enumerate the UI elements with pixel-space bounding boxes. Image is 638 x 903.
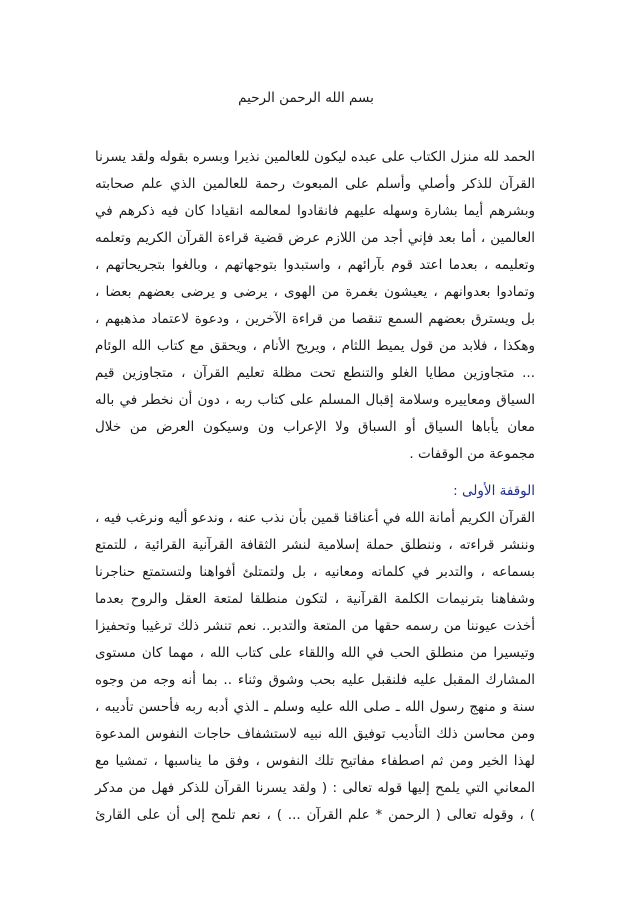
section-line: بسماعه ، والتدبر في كلماته ومعانيه ، بل ولتمتلئ أفواهنا ولتستمتع حناجرنا	[95, 564, 535, 580]
section-line: المشارك المقبل عليه فلنقبل عليه بحب وشوق وثناء .. بما أنه وجه من وجوه	[95, 672, 535, 688]
intro-line: وتعليمه ، بعدما اعتد قوم بآرائهم ، واستبدوا بتوجهاتهم ، وبالغوا بتجريحاتهم ،	[95, 257, 535, 273]
intro-line: وتمادوا بعدوانهم ، يعيشون بغمرة من الهوى ، يرضى و يرضى بعضهم بعضا ،	[95, 284, 535, 300]
section-line: المعاني التي يلمح إليها قوله تعالى : ( ولقد يسرنا القرآن للذكر فهل من مدكر	[95, 780, 535, 796]
section-line: وشفاهنا بترنيمات الكلمة القرآنية ، لتكون منطلقا لمتعة العقل والروح بعدما	[95, 591, 535, 607]
section-line: ومن محاسن ذلك التأديب توفيق الله نبيه لاستشفاف حاجات النفوس المدعوة	[95, 726, 535, 742]
section-heading: الوقفة الأولى :	[453, 483, 535, 499]
intro-line: القرآن للذكر وأصلي وأسلم على المبعوث رحمة للعالمين الذي علم صحابته	[95, 176, 535, 192]
section-line: ) ، وقوله تعالى ( الرحمن * علم القرآن ... ) ، نعم تلمح إلى أن على القارئ	[95, 807, 535, 823]
section-line: وننشر قراءته ، وننطلق حملة إسلامية لنشر الثقافة القرآنية القرائية ، للتمتع	[95, 537, 535, 553]
section-line: لهذا الخير ومن ثم اصطفاء مفاتيح تلك النفوس ، وفق ما يناسبها ، تمشيا مع	[95, 753, 535, 769]
section-line: وتيسيرا من منطلق الحب في الله واللقاء على كتاب الله ، مهما كان مستوى	[95, 645, 535, 661]
intro-line: السياق ومعاييره وسلامة إقبال المسلم على كتاب ربه ، دون أن نخطر في باله	[95, 392, 535, 408]
intro-line-last: مجموعة من الوقفات .	[409, 446, 535, 462]
intro-line: معان يأباها السياق أو السباق ولا الإعراب ون وسيكون العرض من خلال	[95, 419, 535, 435]
basmala: بسم الله الرحمن الرحيم	[238, 90, 374, 106]
intro-line: بل ويسترق بعضهم السمع تنقصا من قراءة الآخرين ، ودعوة لاعتماد مذهبهم ،	[95, 311, 535, 327]
intro-line: الحمد لله منزل الكتاب على عبده ليكون للعالمين نذيرا وبسره بقوله ولقد يسرنا	[95, 149, 535, 165]
intro-line: العالمين ، أما بعد فإني أجد من اللازم عرض قضية قراءة القرآن الكريم وتعلمه	[95, 230, 535, 246]
section-line: أخذت عيوننا من رسمه حقها من المتعة والتدبر.. نعم تنشر ذلك ترغيبا وتحفيزا	[95, 618, 535, 634]
intro-line: ... متجاوزين مطايا الغلو والتنطع تحت مظلة تعليم القرآن ، متجاوزين قيم	[95, 365, 535, 381]
intro-line: وهكذا ، فلابد من قول يميط اللثام ، ويريح الأنام ، ويحقق مع كتاب الله الوئام	[95, 338, 535, 354]
section-line: القرآن الكريم أمانة الله في أعناقنا قمين بأن نذب عنه ، وندعو أليه ونرغب فيه ،	[95, 510, 535, 526]
section-line: سنة و منهج رسول الله ـ صلى الله عليه وسلم ـ الذي أدبه ربه فأحسن تأديبه ،	[95, 699, 535, 715]
intro-line: وبشرهم أيما بشارة وسهله عليهم فانقادوا لمعالمه انقيادا كان فيه ذكرهم في	[95, 203, 535, 219]
